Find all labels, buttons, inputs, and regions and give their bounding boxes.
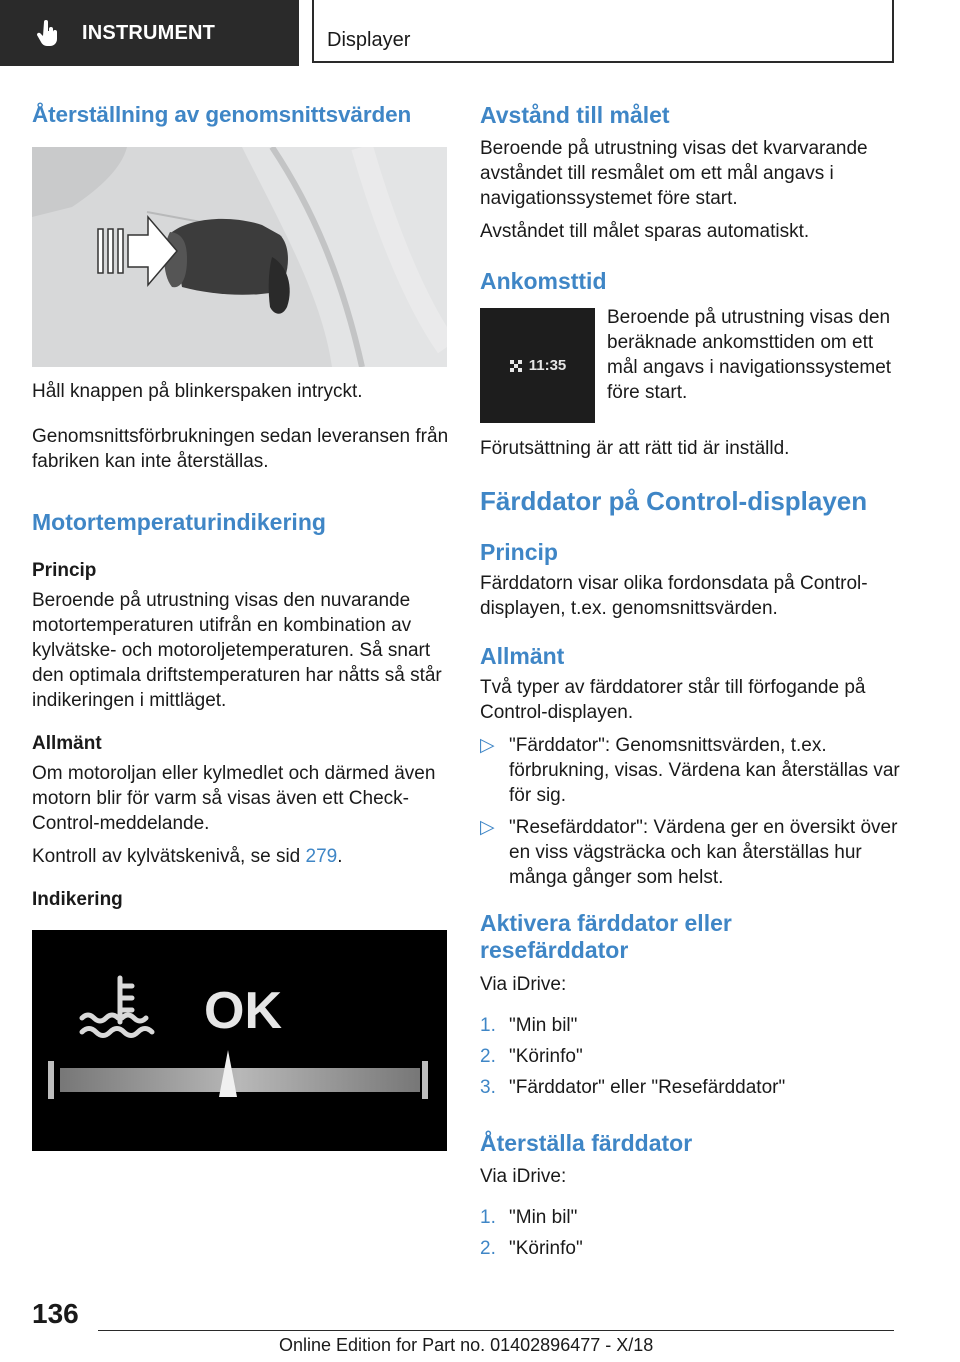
heading-activate: Aktivera färddator eller resefärddator <box>480 910 732 963</box>
list-item: 1. "Min bil" <box>480 1207 578 1228</box>
arrival-block <box>480 308 900 423</box>
list-item: 1. "Min bil" <box>480 1015 578 1036</box>
arrival-text: Beroende på utrustning visas den beräknade ankomsttiden om ett mål angavs i navigationssystemet före start. <box>607 307 892 403</box>
heading-reset-trip: Återställa färddator <box>480 1130 693 1156</box>
page-number: 136 <box>32 1298 79 1329</box>
page-link-279[interactable]: 279 <box>305 846 338 867</box>
distance-autosave: Avståndet till målet sparas automatiskt. <box>480 221 810 242</box>
trip-principle-text: Färddatorn visar olika fordonsdata på Control-displayen, t.ex. genomsnittsvärden. <box>480 573 868 619</box>
activate-via: Via iDrive: <box>480 974 567 995</box>
chapter-title: Displayer <box>327 29 411 51</box>
arrival-display-figure <box>480 308 595 423</box>
reset-steps <box>480 1205 900 1261</box>
list-item: 2. "Körinfo" <box>480 1046 583 1067</box>
temperature-gauge-illustration <box>32 930 447 1151</box>
list-item: 3. "Färddator" eller "Resefärddator" <box>480 1077 786 1098</box>
reset-instruction: Håll knappen på blinkerspaken intryckt. <box>32 381 363 402</box>
heading-trip-computer: Färddator på Control-displayen <box>480 486 868 516</box>
heading-general: Allmänt <box>480 643 565 669</box>
footer-divider <box>98 1330 894 1331</box>
gauge-ok-label: OK <box>204 982 282 1040</box>
right-column <box>480 100 900 1261</box>
heading-reset-averages: Återställning av genomsnittsvärden <box>32 102 412 127</box>
list-item: ▷ "Färddator": Genomsnittsvärden, t.ex. förbrukning, visas. Värdena kan återställas var för sig. <box>480 735 900 806</box>
arrival-flag-icon <box>509 359 523 373</box>
coolant-check-end: . <box>337 846 343 867</box>
principle-text: Beroende på utrustning visas den nuvarande motortemperaturen utifrån en kombination av kylvätske- och motoroljetemperaturen. Så snart den optimala driftstemperaturen har nåtts så står indikeringen i mittläget. <box>32 590 442 711</box>
heading-principle: Princip <box>480 539 558 565</box>
triangle-bullet-icon: ▷ <box>480 817 495 838</box>
section-title: INSTRUMENT <box>82 21 216 44</box>
chapter-tab <box>312 0 894 63</box>
trip-general-text: Två typer av färddatorer står till förfogande på Control-displayen. <box>480 677 866 723</box>
reset-via: Via iDrive: <box>480 1166 567 1187</box>
coolant-check-ref <box>32 844 450 869</box>
triangle-bullet-icon: ▷ <box>480 735 495 756</box>
activate-steps <box>480 1013 900 1100</box>
subheading-general: Allmänt <box>32 733 102 754</box>
subheading-display: Indikering <box>32 889 123 910</box>
heading-distance: Avstånd till målet <box>480 102 670 128</box>
left-column <box>32 100 450 1151</box>
turn-signal-lever-figure <box>32 147 447 367</box>
general-text: Om motoroljan eller kylmedlet och därmed även motorn blir för varm så visas även ett Check-Control-meddelande. <box>32 763 436 834</box>
heading-arrival: Ankomsttid <box>480 268 607 294</box>
section-tab <box>0 0 299 66</box>
footer-edition: Online Edition for Part no. 01402896477 - X/18 <box>279 1335 654 1355</box>
temperature-gauge-figure <box>32 930 447 1151</box>
list-item: ▷ "Resefärddator": Värdena ger en översikt över en viss vägsträcka och kan återställas hur många gånger som helst. <box>480 817 898 888</box>
touch-hand-icon <box>36 18 66 48</box>
coolant-check-text: Kontroll av kylvätskenivå, se sid <box>32 846 306 867</box>
distance-text: Beroende på utrustning visas det kvarvarande avståndet till resmålet om ett mål angavs i navigationssystemet före start. <box>480 138 868 209</box>
list-item: 2. "Körinfo" <box>480 1238 583 1259</box>
subheading-principle: Princip <box>32 560 97 581</box>
heading-engine-temperature: Motortemperaturindikering <box>32 509 326 535</box>
trip-computer-types <box>480 733 900 890</box>
arrival-time-value: 11:35 <box>528 357 567 374</box>
turn-signal-lever-illustration <box>32 147 447 367</box>
arrival-note: Förutsättning är att rätt tid är inställd. <box>480 438 790 459</box>
reset-note: Genomsnittsförbrukningen sedan leveransen från fabriken kan inte återställas. <box>32 426 449 472</box>
